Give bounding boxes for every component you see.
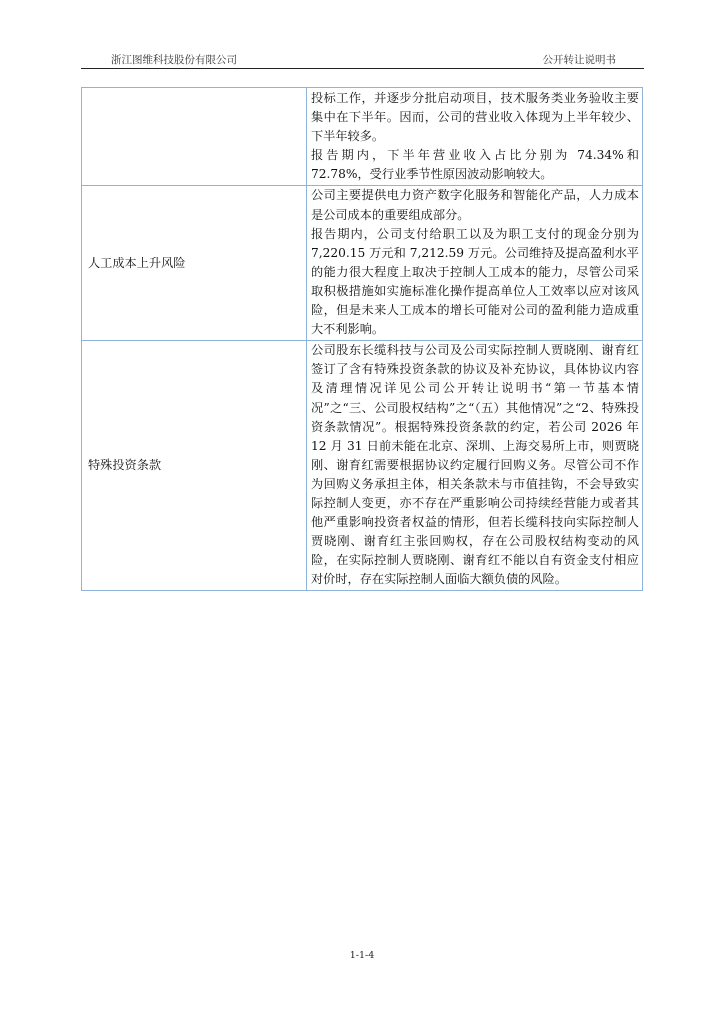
header-company-name: 浙江图维科技股份有限公司	[111, 54, 237, 66]
page-header	[81, 52, 644, 69]
risk-description-paragraph: 投标工作，并逐步分批启动项目，技术服务类业务验收主要集中在下半年。因而，公司的营业收入体现为上半年较少、下半年较多。	[311, 91, 639, 144]
table-row	[82, 186, 643, 341]
risk-name-cell: 人工成本上升风险	[82, 186, 307, 341]
risk-description-cell	[307, 186, 643, 341]
risk-table	[81, 87, 643, 591]
risk-description-paragraph: 报告期内，公司支付给职工以及为职工支付的现金分别为 7,220.15 万元和 7,212.59 万元。公司维持及提高盈利水平的能力很大程度上取决于控制人工成本的能力，尽管公司采取积极措施如实施标准化操作提高单位人工效率以应对该风险，但是未来人工成本的增长可能对公司的盈利能力造成重大不利影响。	[311, 226, 639, 337]
page-number: 1-1-4	[349, 950, 375, 961]
risk-description-paragraph: 报告期内，下半年营业收入占比分别为 74.34%和 72.78%，受行业季节性原因波动影响较大。	[311, 148, 639, 182]
risk-name-cell	[82, 88, 307, 186]
risk-description-paragraph: 公司主要提供电力资产数字化服务和智能化产品，人力成本是公司成本的重要组成部分。	[311, 188, 639, 222]
table-row	[82, 88, 643, 186]
risk-description-cell	[307, 88, 643, 186]
header-document-title: 公开转让说明书	[542, 54, 616, 66]
risk-name-cell: 特殊投资条款	[82, 341, 307, 591]
risk-description-cell	[307, 341, 643, 591]
risk-description-paragraph: 公司股东长缆科技与公司及公司实际控制人贾晓刚、谢育红签订了含有特殊投资条款的协议及补充协议，具体协议内容及清理情况详见公司公开转让说明书“第一节基本情况”之“三、公司股权结构”之“（五）其他情况”之“2、特殊投资条款情况”。根据特殊投资条款的约定，若公司 2026 年 12 月 31 日前未能在北京、深圳、上海交易所上市，则贾晓刚、谢育红需要根据协议约定履行回购义务。尽管公司不作为回购义务承担主体，相关条款未与市值挂钩，不会导致实际控制人变更，亦不存在严重影响公司持续经营能力或者其他严重影响投资者权益的情形，但若长缆科技向实际控制人贾晓刚、谢育红主张回购权，存在公司股权结构变动的风险，在实际控制人贾晓刚、谢育红不能以自有资金支付相应对价时，存在实际控制人面临大额负债的风险。	[311, 343, 639, 587]
table-row	[82, 341, 643, 591]
